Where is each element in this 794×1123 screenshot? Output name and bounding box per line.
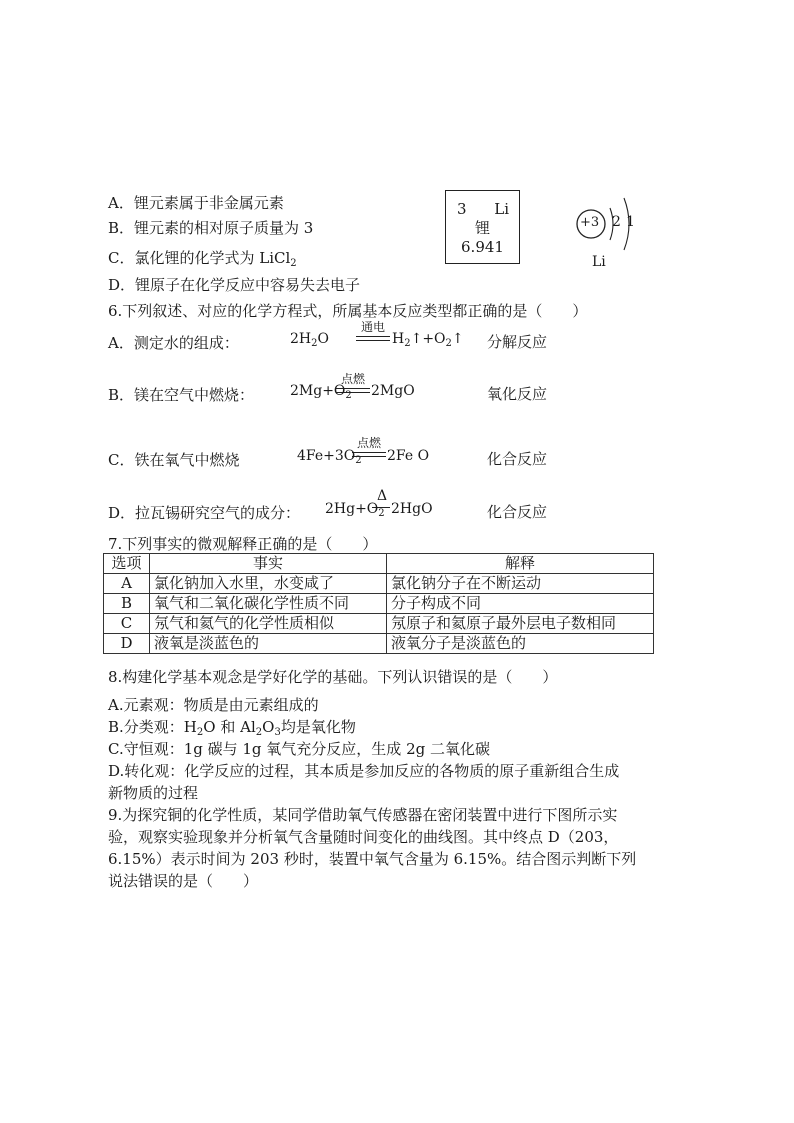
q7-stem: 7.下列事实的微观解释正确的是（ ） [108, 535, 378, 553]
q9-text-line3: 6.15%）表示时间为 203 秒时，装置中氧气含量为 6.15%。结合图示判断下列 [108, 850, 637, 868]
q6-a-equals-sign [356, 336, 390, 341]
q8-option-d-line2: 新物质的过程 [108, 784, 199, 802]
row-explanation: 分子构成不同 [387, 594, 654, 614]
q6-a-equation-right: $H_2↑+O_2↑$ [392, 331, 464, 349]
q8-stem: 8.构建化学基本观念是学好化学的基础。下列认识错误的是（ ） [108, 668, 558, 686]
table-row [104, 634, 654, 654]
nucleus-charge: +3 [580, 215, 600, 230]
q6-b-reaction-type: 氧化反应 [487, 385, 548, 403]
atom-structure-diagram [560, 188, 660, 278]
q9-text-line2: 验，观察实验现象并分析氧气含量随时间变化的曲线图。其中终点 D（203， [108, 828, 619, 846]
q6-c-reaction-type: 化合反应 [487, 450, 548, 468]
q6-b-equation-right: 2MgO [371, 383, 415, 399]
formula-licl-base: LiCl [259, 249, 291, 267]
row-option: C [104, 614, 150, 634]
shell-1-electrons: 2 [612, 214, 621, 230]
table-row [104, 574, 654, 594]
q5-option-c-text: C．氯化锂的化学式为 [108, 249, 260, 267]
row-fact: 氧气和二氧化碳化学性质不同 [150, 594, 387, 614]
element-name: 锂 [474, 219, 490, 237]
q5-option-c [108, 247, 297, 268]
q5-option-d: D．锂原子在化学反应中容易失去电子 [108, 276, 361, 294]
row-fact: 氯化钠加入水里，水变咸了 [150, 574, 387, 594]
q5-option-b: B．锂元素的相对原子质量为 3 [108, 219, 314, 237]
q6-a-reaction-type: 分解反应 [487, 333, 548, 351]
q6-c-equation-left: $4Fe+3O_2$ [297, 448, 362, 466]
q6-d-equation-right: 2HgO [391, 501, 433, 517]
formula-al2o3: $Al_2O_3$ [240, 718, 281, 738]
formula-h2o: $H_2O$ [183, 718, 221, 738]
q7-table [103, 553, 654, 654]
q8-option-b-rest: 均是氧化物 [280, 718, 356, 736]
q6-option-a-label: A．测定水的组成： [108, 334, 239, 352]
row-explanation: 氖原子和氦原子最外层电子数相同 [387, 614, 654, 634]
atomic-mass: 6.941 [461, 238, 504, 256]
q6-option-c-label: C．铁在氧气中燃烧 [108, 451, 240, 469]
q6-a-condition: 通电 [360, 320, 385, 334]
q8-option-c: C.守恒观：1g 碳与 1g 氧气充分反应，生成 2g 二氧化碳 [108, 740, 490, 758]
q6-b-condition: 点燃 [340, 372, 365, 386]
q6-d-equation-left: $2Hg+O_2$ [325, 501, 385, 519]
row-option: D [104, 634, 150, 654]
row-fact: 氖气和氦气的化学性质相似 [150, 614, 387, 634]
q8-option-b-and: 和 [220, 718, 241, 736]
q6-option-d-label: D．拉瓦锡研究空气的成分： [108, 504, 301, 522]
q6-stem: 6.下列叙述、对应的化学方程式，所属基本反应类型都正确的是（ ） [108, 302, 588, 320]
element-card-lithium [445, 190, 520, 264]
row-fact: 液氧是淡蓝色的 [150, 634, 387, 654]
table-row [104, 594, 654, 614]
q6-d-reaction-type: 化合反应 [487, 503, 548, 521]
row-explanation: 液氧分子是淡蓝色的 [387, 634, 654, 654]
q9-text-line1: 9.为探究铜的化学性质，某同学借助氧气传感器在密闭装置中进行下图所示实 [108, 806, 618, 824]
q8-option-a: A.元素观：物质是由元素组成的 [108, 696, 319, 714]
q6-b-equation-left: $2Mg+O_2$ [290, 383, 352, 401]
atom-label: Li [592, 254, 606, 270]
element-symbol: Li [494, 200, 509, 218]
atomic-number: 3 [457, 200, 467, 218]
q8-option-b-text: B.分类观： [108, 718, 184, 736]
q8-option-d-line1: D.转化观：化学反应的过程，其本质是参加反应的各物质的原子重新组合生成 [108, 762, 620, 780]
table-row [104, 614, 654, 634]
formula-licl-sub: 2 [290, 258, 297, 269]
q8-option-b [108, 716, 356, 737]
shell-2-electrons: 1 [626, 214, 635, 230]
header-option: 选项 [104, 554, 150, 574]
q9-text-line4: 说法错误的是（ ） [108, 872, 259, 890]
row-explanation: 氯化钠分子在不断运动 [387, 574, 654, 594]
header-explanation: 解释 [387, 554, 654, 574]
q6-d-condition: Δ [376, 488, 388, 504]
row-option: A [104, 574, 150, 594]
q6-c-equation-right: 2Fe O [387, 448, 430, 464]
row-option: B [104, 594, 150, 614]
q6-c-condition: 点燃 [356, 436, 381, 450]
table-header-row [104, 554, 654, 574]
header-fact: 事实 [150, 554, 387, 574]
q6-option-b-label: B．镁在空气中燃烧： [108, 386, 255, 404]
q6-a-equation-left: $2H_2O$ [290, 331, 329, 349]
q5-option-a: A．锂元素属于非金属元素 [108, 194, 284, 212]
atom-shells-icon [560, 188, 660, 278]
formula-licl2 [259, 249, 296, 267]
